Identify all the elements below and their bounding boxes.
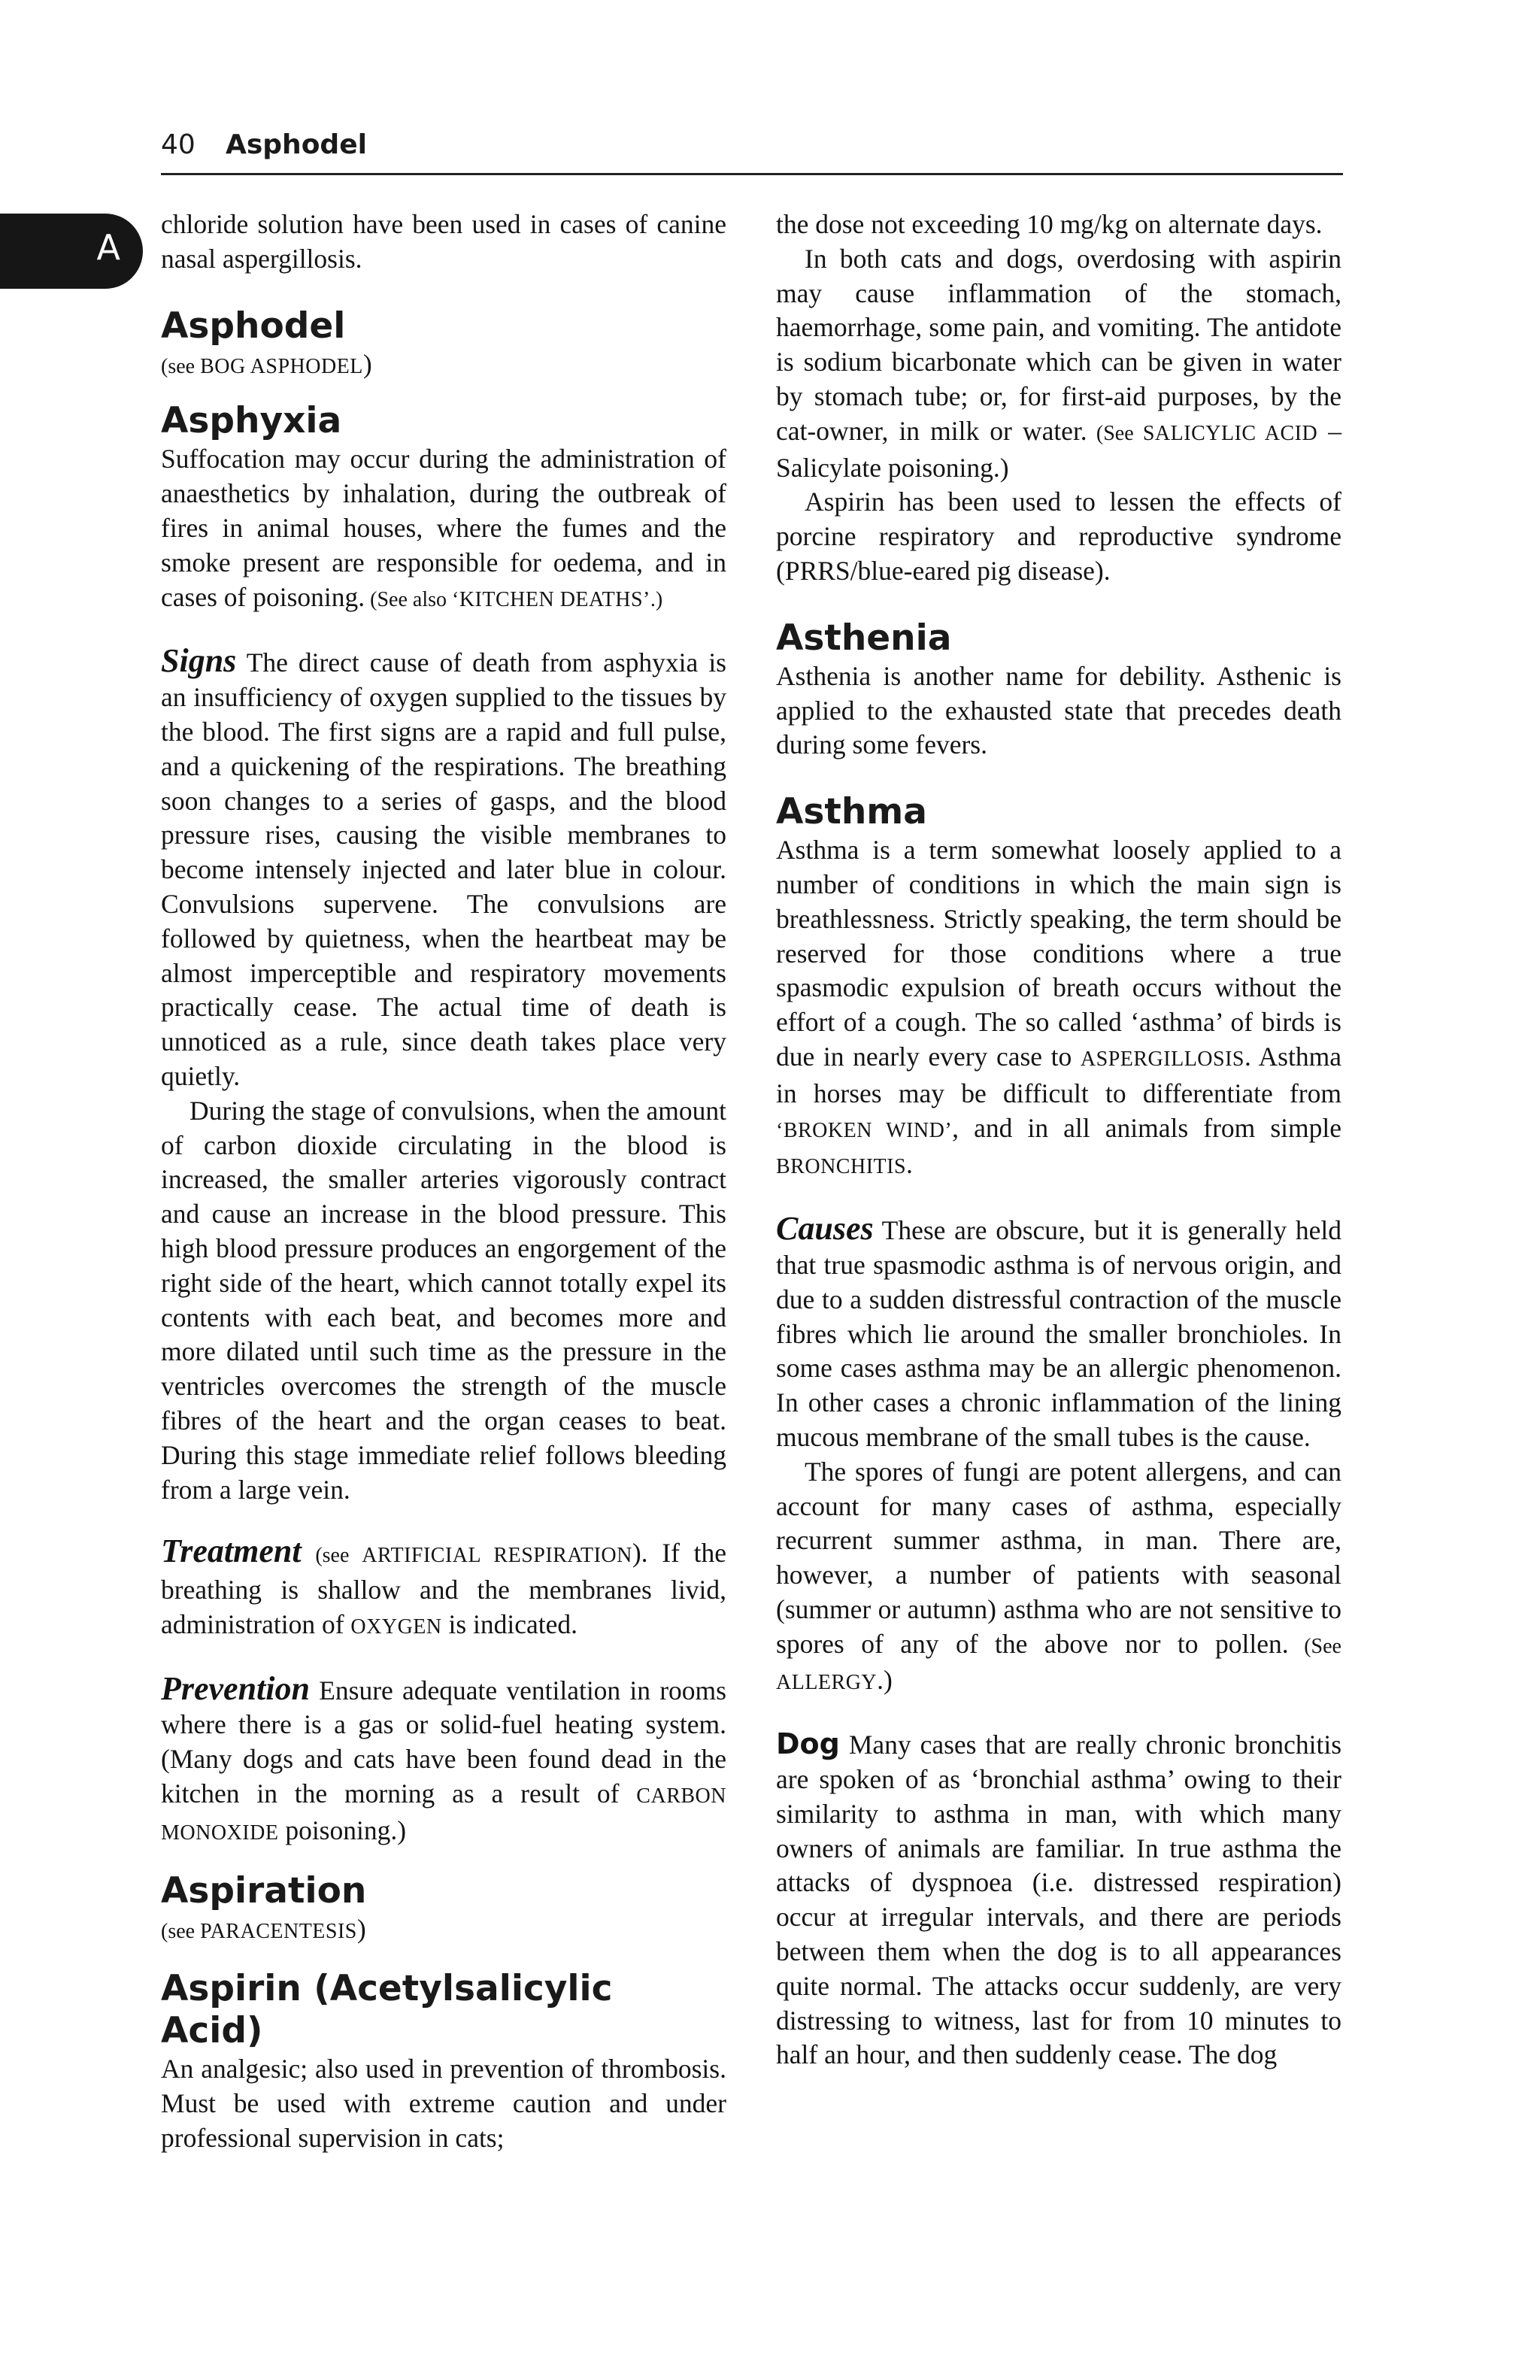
link-bog-asphodel: BOG ASPHODEL [200,354,363,378]
subheading-signs: Signs [161,642,237,680]
asthma-spores: The spores of fungi are potent allergens, and can account for many cases of asthma, especially recurrent summer asthma, in man. There are, however, a number of patients with seasonal (summer or autumn) asthma who are not sensitive to spores of any of the above nor to pollen. (See ALLERGY.) [776,1456,1341,1696]
asphyxia-treatment: Treatment (see ARTIFICIAL RESPIRATION). If the breathing is shallow and the membranes livid, administration of OXYGEN is indicated. [161,1533,727,1639]
link-aspergillosis: ASPERGILLOSIS [1080,1047,1244,1071]
entry-title-asthenia: Asthenia [776,617,952,659]
link-allergy: ALLERGY [776,1671,878,1695]
asphyxia-convulsion-stage: During the stage of convulsions, when the amount of carbon dioxide circulating in the blood is increased, the smaller arteries vigorously contract and cause an increase in the blood pressure. This high blood pressure produces an engorgement of the right side of the heart, which cannot totally expel its contents with each beat, and becomes more and more dilated until such time as the pressure in the ventricles overcomes the strength of the muscle fibres of the heart and the organ ceases to beat. During this stage immediate relief follows bleeding from a large vein. [161,1095,726,1505]
asphyxia-intro: Suffocation may occur during the administration of anaesthetics by inhalation, during the outbreak of fires in animal houses, where the fumes and the smoke present are responsible for oedema, and in cases of poisoning. (See also ‘KITCHEN DEATHS’.) [161,444,726,612]
asphodel-cross-reference: (see BOG ASPHODEL) [161,348,372,379]
asphyxia-prevention: Prevention Ensure adequate ventilation in rooms where there is a gas or solid-fuel heating system. (Many dogs and cats have been found dead in the kitchen in the morning as a result of CARBON MONOXIDE poisoning.) [161,1669,726,1845]
running-head-title: Asphodel [226,129,367,160]
aspirin-overdose: In both cats and dogs, overdosing with aspirin may cause inflammation of the stomach, haemorrhage, some pain, and vomiting. The antidote is sodium bicarbonate which can be given in water by stomach tube; or, for first-aid purposes, by the cat-owner, in milk or water. (See SALICYLIC ACID – Salicylate poisoning.) [776,243,1341,483]
aspirin-continuation: the dose not exceeding 10 mg/kg on alternate days. [776,209,1323,239]
asthma-causes: Causes These are obscure, but it is generally held that true spasmodic asthma is of nervous origin, and due to a sudden distressful contraction of the muscle fibres which lie around the smaller bronchioles. In some cases asthma may be an allergic phenomenon. In other cases a chronic inflammation of the lining mucous membrane of the small tubes is the cause. [776,1210,1342,1452]
link-salicylic-acid: SALICYLIC ACID [1142,421,1318,445]
aspirin-intro: An analgesic; also used in prevention of thrombosis. Must be used with extreme caution and under professional supervision in cats; [161,2054,726,2154]
link-kitchen-deaths: ‘KITCHEN DEATHS’ [452,587,650,611]
link-broken-wind: ‘BROKEN WIND’ [776,1118,953,1142]
asthma-dog: Dog Many cases that are really chronic bronchitis are spoken of as ‘bronchial asthma’ owing to their similarity to asthma in man, with which many owners of animals are familiar. In true asthma the attacks of dyspnoea (i.e. distressed respiration) occur at irregular intervals, and there are periods between them when the dog is to all appearances quite normal. The attacks occur suddenly, are very distressing to witness, last for from 10 minutes to half an hour, and then suddenly cease. The dog [776,1727,1342,2070]
subheading-causes: Causes [776,1210,874,1248]
subheading-treatment: Treatment [161,1533,302,1570]
link-oxygen: OXYGEN [350,1614,442,1639]
entry-title-asthma: Asthma [776,791,927,833]
link-bronchitis: BRONCHITIS [776,1155,907,1179]
link-artificial-respiration: ARTIFICIAL RESPIRATION [362,1544,632,1568]
asphyxia-signs: Signs The direct cause of death from asphyxia is an insufficiency of oxygen supplied to the tissues by the blood. The first signs are a rapid and full pulse, and a quickening of the respirations. The breathing soon changes to a series of gasps, and the blood pressure rises, causing the visible membranes to become intensely injected and later blue in colour. Convulsions supervene. The convulsions are followed by quietness, when the heartbeat may be almost imperceptible and respiratory movements practically cease. The actual time of death is unnoticed as a rule, since death takes place very quietly. [161,642,726,1091]
subheading-dog: Dog [776,1727,840,1761]
thumb-index-tab [0,214,143,289]
asthma-intro: Asthma is a term somewhat loosely applied to a number of conditions in which the main sign is breathlessness. Strictly speaking, the term should be reserved for those conditions where a true spasmodic expulsion of breath occurs without the effort of a cough. The so called ‘asthma’ of birds is due in nearly every case to ASPERGILLOSIS. Asthma in horses may be difficult to differentiate from ‘BROKEN WIND’, and in all animals from simple BRONCHITIS. [776,835,1342,1180]
subheading-prevention: Prevention [161,1669,310,1707]
aspirin-prrs: Aspirin has been used to lessen the effects of porcine respiratory and reproductive syndrome (PRRS/blue-eared pig disease). [776,487,1341,586]
left-column [161,208,726,2156]
entry-title-asphodel: Asphodel [161,305,346,347]
asthenia-text: Asthenia is another name for debility. Asthenic is applied to the exhausted state that precedes death during some fevers. [776,660,1341,760]
right-column [776,208,1341,2072]
thumb-index-letter: A [96,227,120,268]
entry-title-asphyxia: Asphyxia [161,400,342,442]
link-paracentesis: PARACENTESIS [200,1919,357,1943]
continuation-paragraph: chloride solution have been used in cases of canine nasal aspergillosis. [161,209,726,274]
aspiration-cross-reference: (see PARACENTESIS) [161,1913,366,1944]
running-header [161,120,1343,175]
entry-title-aspirin: Aspirin (Acetylsalicylic Acid) [161,1968,613,2052]
page-number: 40 [161,129,196,160]
link-carbon-monoxide: CARBON MONOXIDE [161,1784,726,1845]
entry-title-aspiration: Aspiration [161,1869,367,1912]
